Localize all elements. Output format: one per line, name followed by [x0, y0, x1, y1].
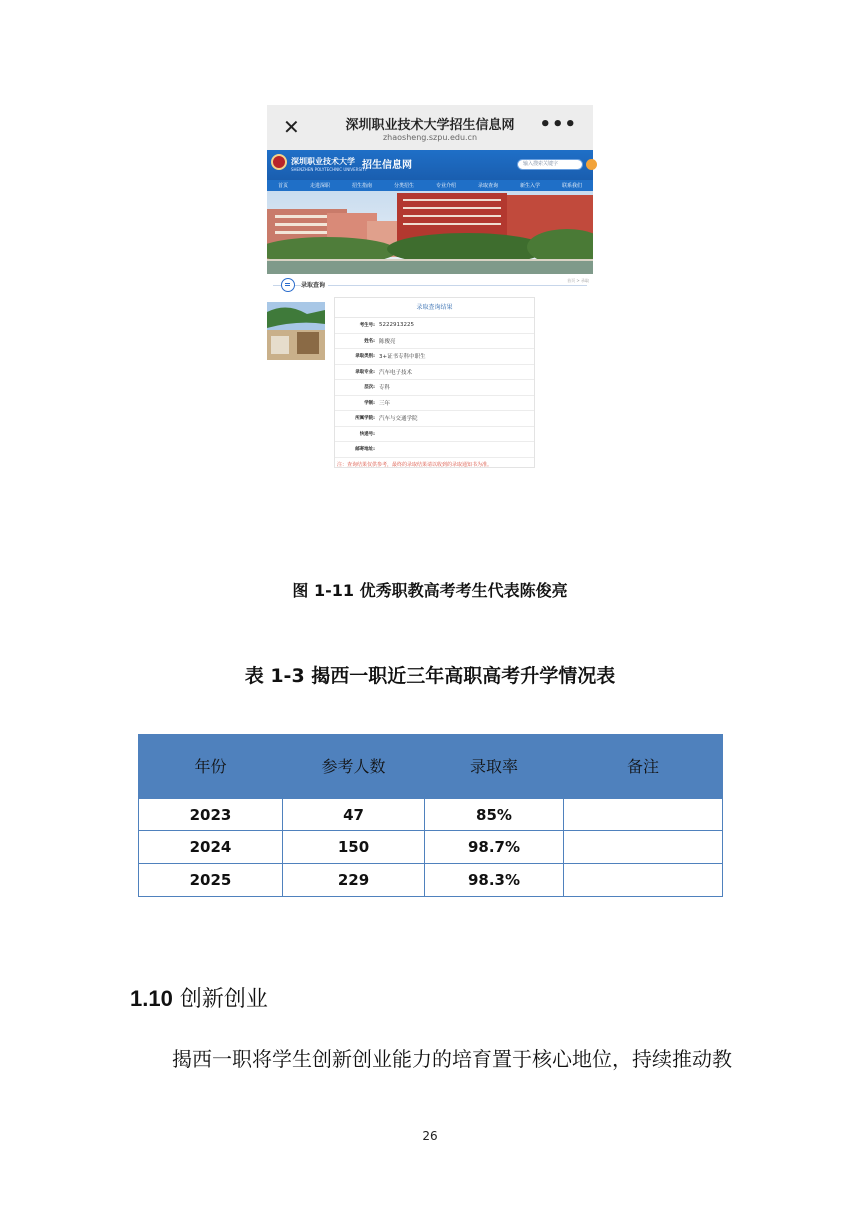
body-paragraph: 揭西一职将学生创新创业能力的培育置于核心地位，持续推动教	[172, 1047, 732, 1071]
search-icon[interactable]	[586, 159, 597, 170]
result-row-exam-number	[335, 318, 534, 334]
row-label: 邮寄地址:	[355, 447, 375, 453]
enrollment-table	[138, 734, 723, 897]
page-number: 26	[422, 1129, 438, 1143]
row-label: 录取类别:	[355, 354, 375, 360]
table-row	[139, 798, 723, 831]
row-label: 姓名:	[364, 338, 375, 344]
row-label: 录取专业:	[355, 369, 375, 375]
breadcrumb-path[interactable]: 首页 > 录取	[567, 278, 589, 283]
header-participants: 参考人数	[283, 735, 425, 798]
cell-remarks	[564, 798, 723, 831]
site-header	[267, 150, 593, 180]
result-row-major	[335, 365, 534, 381]
site-name: 招生信息网	[362, 160, 412, 171]
university-name: 深圳职业技术大学	[291, 156, 355, 166]
result-row-category	[335, 349, 534, 365]
row-label: 考生号:	[359, 323, 375, 329]
section-heading	[130, 982, 268, 1013]
campus-banner-image	[267, 191, 593, 274]
university-logo-icon	[271, 154, 287, 170]
row-label: 层次:	[364, 385, 375, 391]
result-row-address	[335, 442, 534, 458]
row-label: 快递号:	[359, 431, 375, 437]
nav-item-majors[interactable]: 专业介绍	[435, 183, 456, 189]
nav-item-about[interactable]: 走进深职	[309, 183, 330, 189]
nav-item-home[interactable]: 首页	[277, 183, 288, 189]
table-header-row	[139, 735, 723, 798]
university-en-name: SHENZHEN POLYTECHNIC UNIVERSITY	[291, 167, 368, 172]
cell-rate: 98.7%	[425, 831, 564, 864]
row-value: 陈俊亮	[379, 338, 396, 345]
section-number: 1.10	[130, 986, 173, 1011]
table-row	[139, 831, 723, 864]
admission-result-panel	[334, 297, 535, 468]
more-icon[interactable]: •••	[539, 114, 577, 135]
nav-item-category[interactable]: 分类招生	[393, 183, 414, 189]
admission-screenshot	[267, 105, 593, 470]
row-value: 汽车电子技术	[379, 369, 413, 376]
row-label: 所属学院:	[355, 416, 375, 422]
section-title: 创新创业	[179, 987, 268, 1012]
nav-item-contact[interactable]: 联系我们	[561, 183, 582, 189]
nav-item-admission-query[interactable]: 录取查询	[477, 183, 498, 189]
row-label: 学制:	[364, 400, 375, 406]
cell-participants: 229	[283, 864, 425, 897]
cell-remarks	[564, 831, 723, 864]
header-remarks: 备注	[564, 735, 723, 798]
row-value: 三年	[379, 400, 391, 407]
cell-rate: 85%	[425, 798, 564, 831]
window-title: 深圳职业技术大学招生信息网	[345, 118, 515, 133]
result-note: 注：查询结果仅供参考，最终的录取结果请以收到的录取通知书为准。	[337, 461, 493, 468]
cell-year: 2025	[139, 864, 283, 897]
breadcrumb	[267, 274, 593, 296]
result-row-college	[335, 411, 534, 427]
row-value: 汽车与交通学院	[379, 416, 418, 423]
cell-remarks	[564, 864, 723, 897]
cell-participants: 47	[283, 798, 425, 831]
site-nav	[267, 180, 593, 191]
cell-rate: 98.3%	[425, 864, 564, 897]
cell-participants: 150	[283, 831, 425, 864]
nav-item-freshman[interactable]: 新生入学	[519, 183, 540, 189]
table-row	[139, 864, 723, 897]
cell-year: 2023	[139, 798, 283, 831]
header-admission-rate: 录取率	[425, 735, 564, 798]
row-value: 专科	[379, 385, 391, 392]
page-url: zhaosheng.szpu.edu.cn	[382, 133, 478, 142]
row-value: 5222913225	[379, 322, 414, 329]
figure-caption: 图 1-11 优秀职教高考考生代表陈俊亮	[292, 581, 568, 600]
campus-thumbnail-image	[267, 302, 325, 360]
breadcrumb-label: 录取查询	[301, 280, 328, 289]
row-value: 3+证书专科中职生	[379, 354, 426, 361]
result-row-level	[335, 380, 534, 396]
close-icon[interactable]: ✕	[283, 115, 300, 139]
site-search-input[interactable]: 输入搜索关键字	[517, 159, 583, 170]
header-year: 年份	[139, 735, 283, 798]
result-row-duration	[335, 396, 534, 412]
browser-title-bar	[267, 105, 593, 150]
nav-item-guide[interactable]: 招生指南	[351, 183, 372, 189]
result-row-name	[335, 334, 534, 350]
result-title: 录取查询结果	[335, 298, 534, 318]
result-row-tracking	[335, 427, 534, 443]
cell-year: 2024	[139, 831, 283, 864]
list-icon	[281, 278, 295, 292]
table-caption: 表 1-3 揭西一职近三年高职高考升学情况表	[244, 665, 616, 687]
